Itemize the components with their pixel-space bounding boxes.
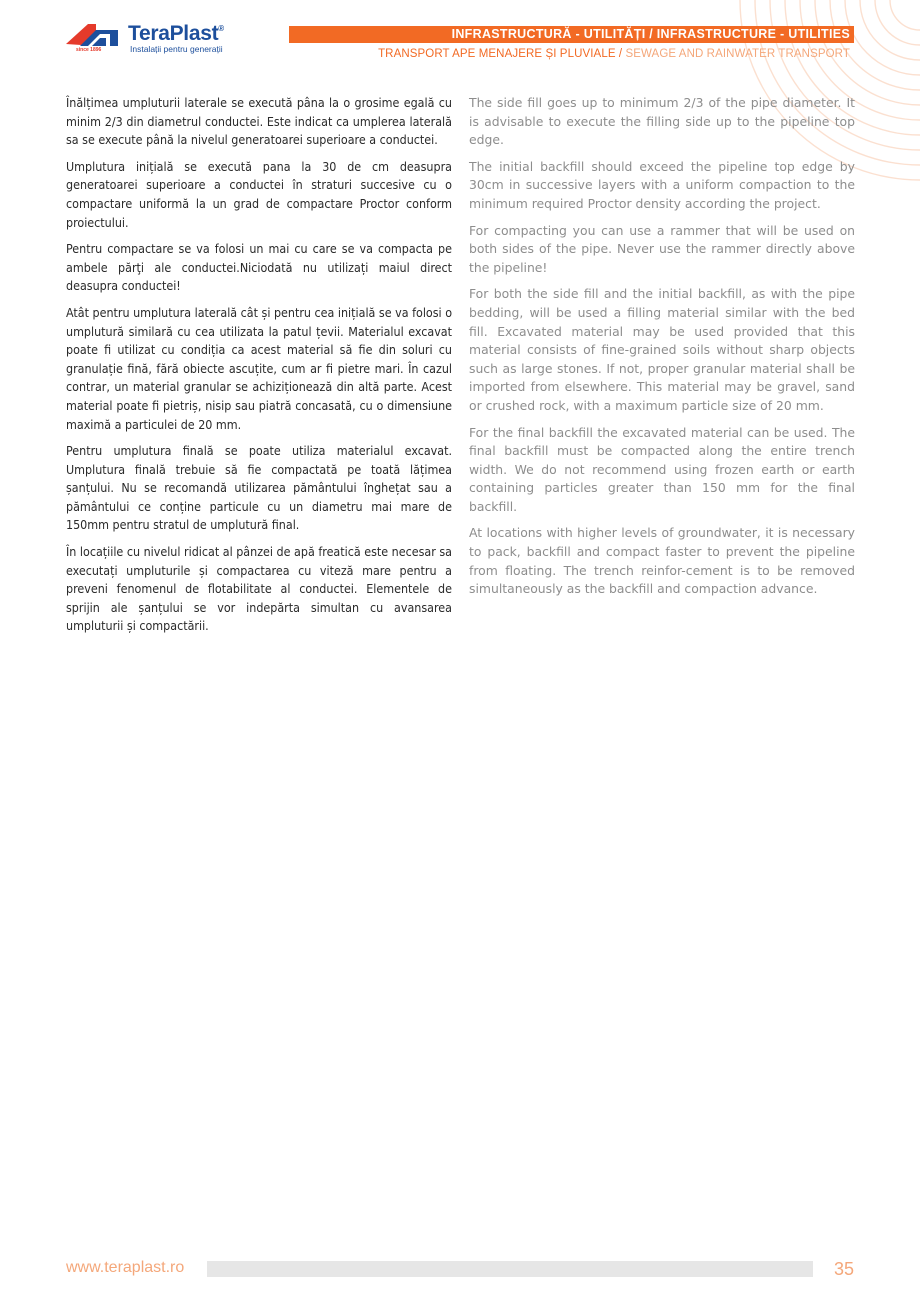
romanian-text-column (66, 94, 452, 644)
paragraph-en-2: The initial backfill should exceed the pipeline top edge by 30cm in successive layers with a uniform compaction to the minimum required Proctor density according the project. (469, 158, 855, 211)
page-number: 35 (834, 1259, 855, 1279)
english-text-column (469, 94, 855, 607)
subheader-separator: / (615, 48, 626, 60)
paragraph-ro-5: Pentru umplutura finală se poate utiliza materialul excavat. Umplutura finală trebuie să fie compactată pe toată lățimea șanțului. Nu se recomandă utilizarea pământului înghețat sau a pământului ce conține particule cu un diametru mai mare de 150mm pentru stratul de umplutură final. (66, 443, 452, 533)
subheader-ro: TRANSPORT APE MENAJERE ȘI PLUVIALE (378, 48, 616, 60)
paragraph-en-6: At locations with higher levels of groundwater, it is necessary to pack, backfill and compact faster to prevent the pipeline from floating. The trench reinfor-cement is to be removed simultaneously as the backfill and compaction advance. (469, 525, 855, 597)
teraplast-logo (66, 22, 236, 58)
paragraph-en-1: The side fill goes up to minimum 2/3 of the pipe diameter. It is advisable to execute the filling side up to the pipeline top edge. (469, 95, 855, 148)
section-header-bar: INFRASTRUCTURĂ - UTILITĂȚI / INFRASTRUCTURE - UTILITIES (289, 26, 854, 43)
paragraph-en-5: For the final backfill the excavated material can be used. The final backfill must be compacted along the entire trench width. We do not recommend using frozen earth or earth containing particles greater than 150 mm for the final backfill. (469, 424, 855, 514)
subheader-en: SEWAGE AND RAINWATER TRANSPORT (625, 48, 850, 60)
paragraph-ro-6: În locațiile cu nivelul ridicat al pânzei de apă freatică este necesar sa executați umpluturile și compactarea cu viteză mare pentru a preveni fenomenul de flotabilitate al conductei. Elementele de sprijin ale șanțului se vor indepărta simultan cu avansarea umpluturii și compactării. (66, 544, 452, 634)
logo-tagline: Instalații pentru generații (130, 44, 223, 54)
footer-website-link[interactable]: www.teraplast.ro (66, 1259, 185, 1276)
paragraph-ro-4: Atât pentru umplutura laterală cât și pentru cea inițială se va folosi o umplutură similară cu cea utilizata la patul țevii. Materialul excavat poate fi utilizat cu condiția ca acest material să fie din soluri cu granulație fină, fără obiecte ascuțite, cum ar fi pietre mari. În cazul contrar, un material granular se achiziționează din altă parte. Acest material poate fi pietriș, nisip sau piatră concasată, cu o dimensiune maximă a particulei de 20 mm. (66, 304, 453, 432)
paragraph-ro-3: Pentru compactare se va folosi un mai cu care se va compacta pe ambele părţi ale conductei.Niciodată nu utilizați maiul direct deasupra conductei! (66, 241, 452, 294)
paragraph-en-4: For both the side fill and the initial backfill, as with the pipe bedding, will be used a filling material similar with the bed fill. Excavated material may be used provided that this material consists of fine-grained soils without sharp objects such as large stones. If not, proper granular material shall be imported from elsewhere. This material may be gravel, sand or crushed rock, with a maximum particle size of 20 mm. (469, 286, 855, 413)
paragraph-ro-2: Umplutura inițială se execută pana la 30 de cm deasupra generatoarei superioare a conductei în straturi succesive cu o compactare uniformă la un grad de compactare Proctor conform proiectului. (66, 158, 452, 230)
footer-bar (207, 1261, 813, 1277)
logo-brand: TeraPlast® (128, 22, 224, 45)
logo-house-icon (66, 22, 124, 50)
paragraph-ro-1: Înălțimea umpluturii laterale se execută pâna la o grosime egală cu minim 2/3 din diametrul conductei. Este indicat ca umplerea laterală sa se execute până la nivelul generatoarei superioare a conductei. (66, 95, 452, 148)
paragraph-en-3: For compacting you can use a rammer that will be used on both sides of the pipe. Never use the rammer directly above the pipeline! (469, 222, 855, 275)
logo-since: since 1896 (76, 47, 102, 53)
section-subheader (378, 48, 850, 60)
